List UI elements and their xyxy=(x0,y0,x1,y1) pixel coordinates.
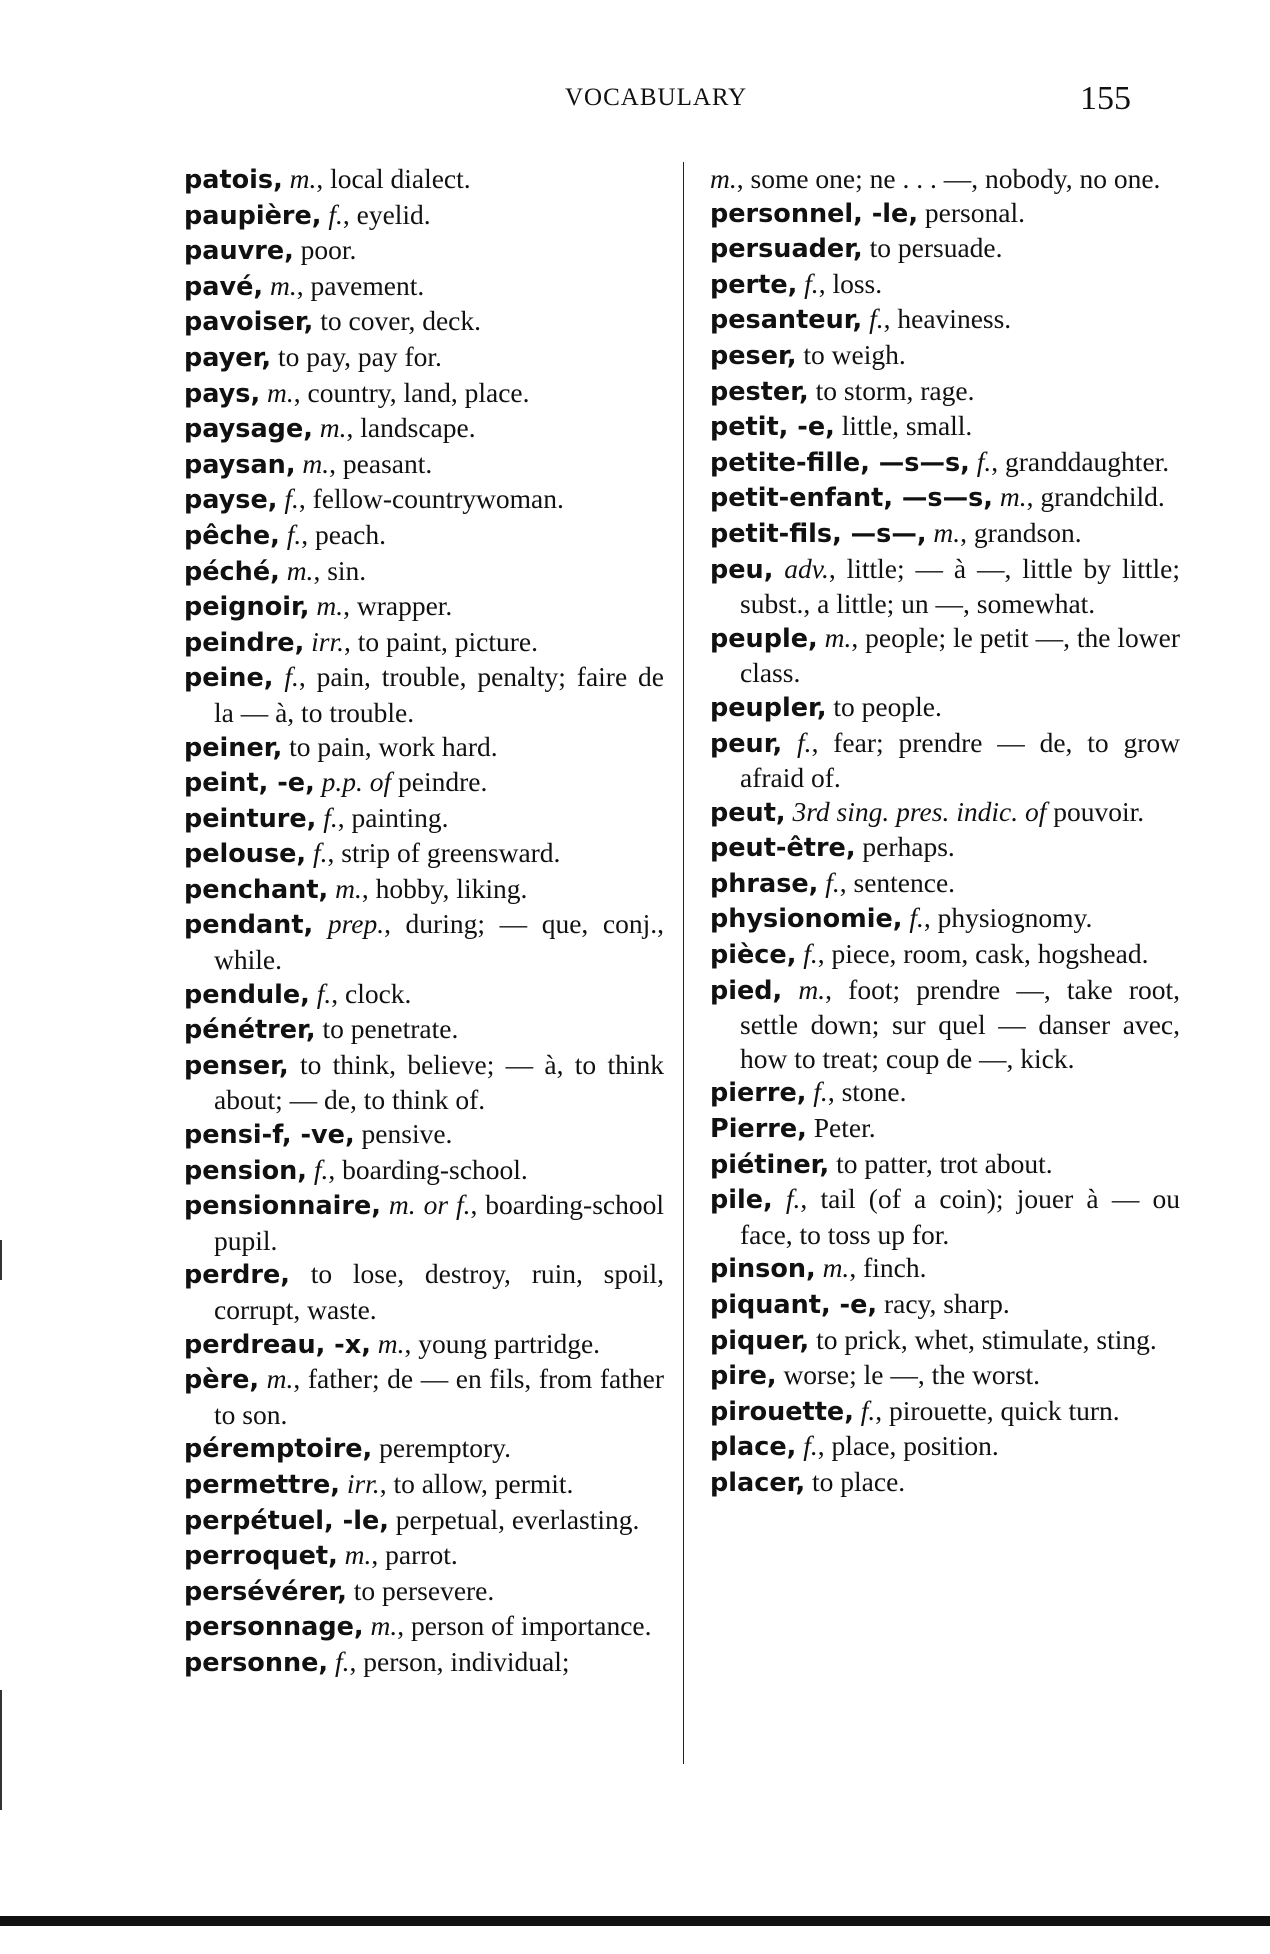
headword: perdreau, -x, xyxy=(184,1329,371,1360)
vocab-entry xyxy=(184,765,664,801)
vocab-entry xyxy=(184,836,664,872)
definition: to think, believe; — à, to think about; — de, to think of. xyxy=(214,1048,664,1116)
vocab-entry xyxy=(710,866,1180,902)
grammar-label: f. xyxy=(284,483,299,515)
grammar-label: m. xyxy=(933,516,961,548)
definition: , boarding-school. xyxy=(328,1153,528,1185)
definition: , wrapper. xyxy=(343,590,453,622)
grammar-label: f. xyxy=(313,837,328,869)
headword: perpétuel, -le, xyxy=(184,1505,389,1536)
definition: to storm, rage. xyxy=(815,374,975,406)
headword: permettre, xyxy=(184,1469,340,1500)
definition: , young partridge. xyxy=(404,1327,601,1359)
vocab-entry xyxy=(184,625,664,661)
definition: , some one; ne . . . —, nobody, no one. xyxy=(736,163,1161,194)
vocab-entry xyxy=(184,589,664,625)
vocab-entry xyxy=(710,726,1180,795)
vocab-entry xyxy=(184,1538,664,1574)
vocab-entry xyxy=(710,1182,1180,1251)
definition: to weigh. xyxy=(803,338,906,370)
grammar-label: m. xyxy=(798,973,826,1005)
definition: , sin. xyxy=(313,554,367,586)
grammar-label: f. xyxy=(813,1076,828,1108)
headword: peiner, xyxy=(184,732,283,763)
headword: pendule, xyxy=(184,979,310,1010)
definition: , grandchild. xyxy=(1026,481,1165,513)
grammar-label: f. xyxy=(803,1430,818,1462)
definition: , people; le petit —, the lower class. xyxy=(740,621,1180,689)
headword: pile, xyxy=(710,1185,773,1216)
headword: piétiner, xyxy=(710,1149,830,1180)
headword: place, xyxy=(710,1432,797,1463)
headword: pied, xyxy=(710,975,783,1006)
vocab-entry xyxy=(184,801,664,837)
vocab-entry xyxy=(184,411,664,447)
vocab-entry xyxy=(184,376,664,412)
headword: perdre, xyxy=(184,1260,290,1291)
headword: pavoiser, xyxy=(184,307,314,338)
headword: physionomie, xyxy=(710,904,903,935)
definition: personal. xyxy=(924,196,1025,228)
grammar-label: prep. xyxy=(327,908,385,940)
definition: , to paint, picture. xyxy=(344,625,538,657)
grammar-label: f. xyxy=(785,1183,801,1215)
definition: , heaviness. xyxy=(883,303,1012,335)
vocab-entry xyxy=(710,795,1180,831)
grammar-label: f. xyxy=(869,303,884,335)
headword: peindre, xyxy=(184,627,305,658)
vocab-entry xyxy=(710,621,1180,690)
definition: , pavement. xyxy=(296,269,425,301)
vocab-entry xyxy=(184,660,664,729)
headword: pesanteur, xyxy=(710,305,863,336)
headword: pester, xyxy=(710,376,809,407)
vocab-entry xyxy=(710,1147,1180,1183)
definition: pouvoir. xyxy=(1046,795,1145,827)
headword: placer, xyxy=(710,1467,806,1498)
definition: , loss. xyxy=(818,267,883,299)
vocab-entry xyxy=(184,1153,664,1189)
headword: peur, xyxy=(710,728,783,759)
vocab-entry xyxy=(710,1287,1180,1323)
definition: , tail (of a coin); jouer à — ou face, to toss up for. xyxy=(740,1183,1180,1250)
headword: perroquet, xyxy=(184,1541,338,1572)
definition: worse; le —, the worst. xyxy=(783,1359,1041,1391)
headword: payse, xyxy=(184,485,278,516)
vocab-entry xyxy=(184,269,664,305)
headword: penser, xyxy=(184,1050,289,1081)
definition: to persevere. xyxy=(353,1574,495,1606)
headword: piquer, xyxy=(710,1325,810,1356)
grammar-label: f. xyxy=(286,518,302,550)
headword: Pierre, xyxy=(710,1114,807,1145)
vocab-entry xyxy=(710,901,1180,937)
headword: pensionnaire, xyxy=(184,1191,381,1222)
headword: petit-fils, —s—, xyxy=(710,518,927,549)
definition: to pay, pay for. xyxy=(277,340,442,372)
grammar-label: f. xyxy=(284,661,299,693)
vocab-entry xyxy=(184,1574,664,1610)
definition: , finch. xyxy=(849,1252,927,1284)
definition: perpetual, everlasting. xyxy=(395,1503,640,1535)
headword: père, xyxy=(184,1365,260,1396)
grammar-label: m. xyxy=(289,163,317,194)
vocab-entry xyxy=(710,1323,1180,1359)
vocab-entry xyxy=(184,554,664,590)
definition: perhaps. xyxy=(862,831,955,863)
headword: payer, xyxy=(184,342,272,373)
vocab-entry xyxy=(710,552,1180,621)
headword: péché, xyxy=(184,556,280,587)
headword: petite-fille, —s—s, xyxy=(710,447,970,478)
definition: , father; de — en fils, from father to son. xyxy=(214,1363,664,1430)
grammar-label: m. xyxy=(266,1363,294,1395)
vocab-entry xyxy=(710,1111,1180,1147)
grammar-label: f. xyxy=(328,198,343,230)
definition: , granddaughter. xyxy=(991,445,1170,477)
vocab-entry xyxy=(710,973,1180,1076)
vocab-entry xyxy=(184,1503,664,1539)
definition: , to allow, permit. xyxy=(379,1467,574,1499)
headword: peser, xyxy=(710,340,797,371)
vocab-entry xyxy=(710,480,1180,516)
vocab-entry xyxy=(710,1251,1180,1287)
definition: , eyelid. xyxy=(342,198,431,230)
left-column xyxy=(184,162,664,1681)
vocab-entry xyxy=(710,1429,1180,1465)
vocab-entry xyxy=(710,302,1180,338)
headword: persuader, xyxy=(710,234,863,265)
headword: peupler, xyxy=(710,692,827,723)
vocab-entry xyxy=(710,231,1180,267)
edge-mark xyxy=(0,1690,2,1810)
definition: to place. xyxy=(812,1465,906,1497)
headword: peint, -e, xyxy=(184,768,315,799)
definition: , place, position. xyxy=(817,1430,999,1462)
headword: pêche, xyxy=(184,520,280,551)
grammar-label: f. xyxy=(909,902,924,934)
definition: , during; — que, conj., while. xyxy=(214,908,664,976)
vocab-entry xyxy=(184,340,664,376)
definition: pensive. xyxy=(361,1118,453,1150)
definition: , sentence. xyxy=(839,866,956,898)
vocab-entry xyxy=(184,1609,664,1645)
headword: pinson, xyxy=(710,1254,816,1285)
definition: to lose, destroy, ruin, spoil, corrupt, waste. xyxy=(214,1258,665,1325)
definition: , fellow-countrywoman. xyxy=(298,483,564,515)
vocab-entry xyxy=(184,1117,664,1153)
bottom-rule xyxy=(0,1916,1270,1926)
grammar-label: f. xyxy=(804,267,819,299)
vocab-entry xyxy=(184,482,664,518)
grammar-label: adv. xyxy=(784,552,829,584)
headword: patois, xyxy=(184,165,283,195)
headword: peut-être, xyxy=(710,833,856,864)
grammar-label: m. xyxy=(999,481,1027,513)
definition: , pirouette, quick turn. xyxy=(875,1394,1120,1426)
headword: pelouse, xyxy=(184,839,307,870)
vocab-entry xyxy=(184,1362,664,1431)
grammar-label: m. xyxy=(286,554,314,586)
grammar-label: f. xyxy=(825,866,840,898)
headword: paysan, xyxy=(184,449,296,480)
vocab-entry xyxy=(184,1431,664,1467)
definition: , strip of greensward. xyxy=(327,837,561,869)
headword: peinture, xyxy=(184,803,317,834)
column-divider xyxy=(683,162,684,1764)
headword: personne, xyxy=(184,1647,329,1678)
definition: , stone. xyxy=(827,1076,907,1108)
headword: piquant, -e, xyxy=(710,1290,878,1320)
edge-mark xyxy=(0,1240,2,1280)
definition: , physiognomy. xyxy=(923,902,1093,934)
headword: peuple, xyxy=(710,623,818,654)
vocab-entry xyxy=(710,445,1180,481)
definition: to prick, whet, stimulate, sting. xyxy=(816,1323,1157,1355)
vocab-entry xyxy=(184,518,664,554)
vocab-entry xyxy=(710,516,1180,552)
definition: , peasant. xyxy=(329,447,433,479)
definition: , fear; prendre — de, to grow afraid of. xyxy=(740,726,1180,794)
definition: to cover, deck. xyxy=(320,305,481,337)
vocab-entry xyxy=(710,409,1180,445)
grammar-label: m. xyxy=(335,872,362,904)
vocab-entry xyxy=(184,1188,664,1257)
definition: , hobby, liking. xyxy=(361,872,528,904)
headword: pension, xyxy=(184,1155,307,1186)
page-header xyxy=(0,80,1270,124)
grammar-label: m. xyxy=(822,1252,850,1284)
grammar-label: m. xyxy=(319,412,347,444)
grammar-label: 3rd sing. pres. indic. of xyxy=(792,795,1047,827)
definition: , peach. xyxy=(301,518,386,550)
grammar-label: f. xyxy=(976,445,992,477)
vocab-entry xyxy=(184,1327,664,1363)
vocab-entry xyxy=(710,267,1180,303)
headword: peine, xyxy=(184,663,274,694)
right-column xyxy=(710,162,1180,1501)
definition: to persuade. xyxy=(869,232,1003,264)
definition: racy, sharp. xyxy=(883,1288,1010,1319)
definition: , landscape. xyxy=(346,412,476,444)
running-title: VOCABULARY xyxy=(565,84,748,111)
vocab-entry xyxy=(184,730,664,766)
headword: pensi-f, -ve, xyxy=(184,1120,355,1151)
vocab-entry xyxy=(184,1012,664,1048)
headword: pauvre, xyxy=(184,236,294,267)
vocab-entry xyxy=(184,1257,664,1326)
grammar-label: irr. xyxy=(311,625,345,657)
headword: peut, xyxy=(710,797,786,828)
vocab-entry xyxy=(710,196,1180,232)
definition: , person of importance. xyxy=(397,1610,652,1642)
grammar-label: f. xyxy=(316,977,332,1009)
definition: to pain, work hard. xyxy=(289,730,498,762)
vocab-entry xyxy=(184,872,664,908)
vocab-entry xyxy=(710,1358,1180,1394)
grammar-label: f. xyxy=(313,1153,329,1185)
vocab-entry xyxy=(710,1075,1180,1111)
definition: peremptory. xyxy=(379,1432,511,1464)
definition: to people. xyxy=(833,690,942,722)
headword: pénétrer, xyxy=(184,1015,316,1046)
definition: , parrot. xyxy=(371,1539,458,1571)
grammar-label: f. xyxy=(797,726,812,758)
definition: peindre. xyxy=(391,766,488,798)
definition: to patter, trot about. xyxy=(836,1147,1053,1179)
grammar-label: f. xyxy=(860,1394,876,1426)
grammar-label: m. xyxy=(710,163,737,194)
definition: , little; — à —, little by little; subst., a little; un —, somewhat. xyxy=(740,552,1180,620)
grammar-label: m. or f. xyxy=(388,1189,471,1221)
vocab-entry xyxy=(184,977,664,1013)
headword: penchant, xyxy=(184,874,329,905)
vocab-entry xyxy=(184,907,664,976)
vocab-entry xyxy=(184,447,664,483)
headword: pendant, xyxy=(184,910,314,941)
headword: petit-enfant, —s—s, xyxy=(710,483,993,514)
grammar-label: f. xyxy=(335,1645,350,1677)
definition: poor. xyxy=(300,234,357,266)
definition: , local dialect. xyxy=(316,163,471,194)
grammar-label: p.p. of xyxy=(321,766,392,798)
vocab-entry xyxy=(184,162,664,198)
headword: peu, xyxy=(710,554,774,585)
headword: pavé, xyxy=(184,271,264,302)
headword: pièce, xyxy=(710,940,797,971)
definition: , country, land, place. xyxy=(293,376,530,408)
vocab-entry xyxy=(184,198,664,234)
headword: peignoir, xyxy=(184,592,310,623)
grammar-label: irr. xyxy=(346,1467,380,1499)
headword: pays, xyxy=(184,378,261,409)
grammar-label: f. xyxy=(323,801,338,833)
definition: , piece, room, cask, hogshead. xyxy=(817,938,1149,970)
vocab-entry xyxy=(710,338,1180,374)
headword: paupière, xyxy=(184,200,322,231)
headword: petit, -e, xyxy=(710,412,835,443)
vocab-entry xyxy=(710,1394,1180,1430)
definition: , boarding-school pupil. xyxy=(214,1189,664,1256)
definition: little, small. xyxy=(841,410,973,442)
definition: to penetrate. xyxy=(322,1013,459,1045)
grammar-label: m. xyxy=(269,269,297,301)
headword: perte, xyxy=(710,269,798,300)
headword: phrase, xyxy=(710,868,819,899)
vocab-entry xyxy=(184,304,664,340)
headword: pirouette, xyxy=(710,1396,854,1427)
grammar-label: m. xyxy=(302,447,330,479)
vocab-entry xyxy=(710,937,1180,973)
vocab-entry xyxy=(184,233,664,269)
grammar-label: m. xyxy=(344,1539,372,1571)
headword: persévérer, xyxy=(184,1576,347,1607)
definition: , foot; prendre —, take root, settle down; sur quel — danser avec, how to treat; coup de —, kick. xyxy=(740,973,1181,1074)
vocab-entry xyxy=(184,1645,664,1681)
grammar-label: m. xyxy=(370,1610,398,1642)
grammar-label: m. xyxy=(316,590,344,622)
headword: pire, xyxy=(710,1361,777,1392)
vocab-entry xyxy=(710,1465,1180,1501)
vocab-entry xyxy=(710,830,1180,866)
definition: , pain, trouble, penalty; faire de la — à, to trouble. xyxy=(214,661,665,728)
headword: personnel, -le, xyxy=(710,198,919,229)
headword: péremptoire, xyxy=(184,1434,373,1465)
vocab-entry xyxy=(184,1048,664,1117)
vocab-entry xyxy=(710,374,1180,410)
definition: , grandson. xyxy=(960,516,1082,548)
definition: Peter. xyxy=(813,1112,876,1144)
grammar-label: f. xyxy=(803,938,818,970)
vocab-entry xyxy=(184,1467,664,1503)
vocab-entry xyxy=(710,162,1180,196)
grammar-label: m. xyxy=(377,1327,405,1359)
headword: pierre, xyxy=(710,1078,807,1109)
vocab-entry xyxy=(710,690,1180,726)
definition: , painting. xyxy=(337,801,449,833)
definition: , clock. xyxy=(331,977,412,1009)
page-number: 155 xyxy=(1080,80,1131,117)
definition: , person, individual; xyxy=(349,1645,570,1677)
grammar-label: m. xyxy=(824,621,852,653)
grammar-label: m. xyxy=(267,376,294,408)
headword: personnage, xyxy=(184,1612,364,1643)
headword: paysage, xyxy=(184,414,313,445)
